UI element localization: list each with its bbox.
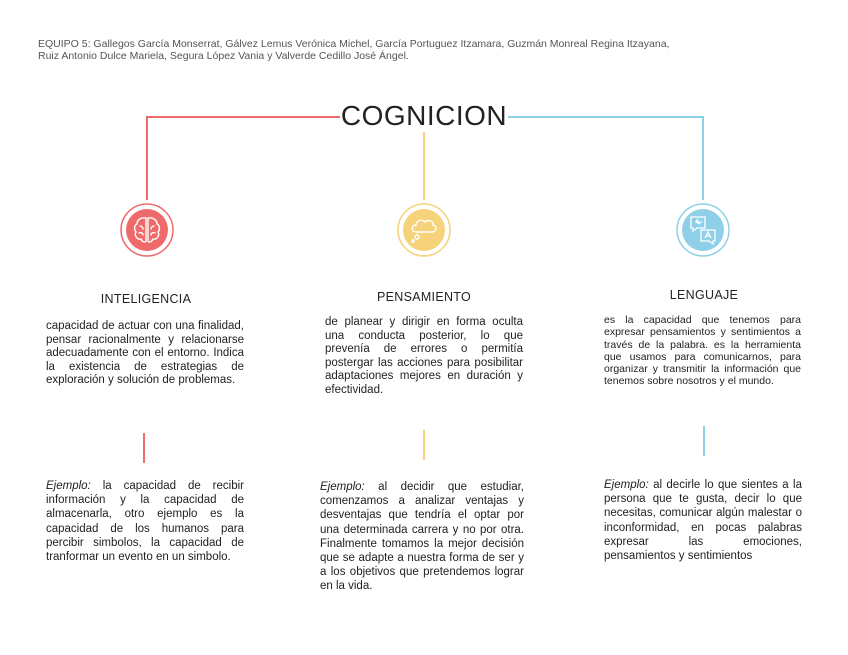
thought-bubble-icon bbox=[396, 202, 452, 258]
description-inteligencia: capacidad de actuar con una finalidad, pensar racionalmente y relacionarse adecuadamente con el entorno. Indica la existencia de estrategias de exploración y solución de problemas. bbox=[46, 320, 244, 386]
example-label: Ejemplo: bbox=[320, 481, 365, 493]
heading-lenguaje: LENGUAJE bbox=[669, 288, 739, 302]
brain-icon bbox=[119, 202, 175, 258]
example-text: al decirle lo que sientes a la persona que te gusta, decir lo que necesitas, comunicar algún malestar o inconformidad, en pocas palabras expresar las emociones, pensamientos y sentimientos bbox=[604, 479, 802, 563]
language-chat-icon bbox=[675, 202, 731, 258]
example-text: al decidir que estudiar, comenzamos a analizar ventajas y desventajas que tendría el optar por una determinada carrera y no por otra. Finalmente tomamos la mejor decisión que se adapte a nuestra forma de ser y a los objetivos que pretendemos lograr en la vida. bbox=[320, 481, 524, 593]
team-line-1: EQUIPO 5: Gallegos García Monserrat, Gálvez Lemus Verónica Michel, García Portuguez Itzamara, Guzmán Monreal Regina Itzayana, bbox=[38, 38, 670, 50]
divider-inteligencia bbox=[143, 433, 145, 463]
description-pensamiento: de planear y dirigir en forma oculta una conducta posterior, lo que prevenía de errores o permitía postergar las acciones para posibilitar adaptaciones mejores en duración y efectividad. bbox=[325, 316, 523, 396]
connector-inteligencia bbox=[147, 117, 340, 200]
connector-lenguaje bbox=[508, 117, 703, 200]
team-line-2: Ruiz Antonio Dulce Mariela, Segura López Vania y Valverde Cedillo José Ángel. bbox=[38, 50, 409, 62]
example-label: Ejemplo: bbox=[46, 480, 91, 492]
example-text: la capacidad de recibir información y la capacidad de almacenarla, otro ejemplo es la capacidad de los humanos para percibir simbolos, la capacidad de tranformar un evento en un simbolo. bbox=[46, 480, 244, 564]
divider-lenguaje bbox=[703, 426, 705, 456]
description-lenguaje: es la capacidad que tenemos para expresar pensamientos y sentimientos a través de la palabra. es la herramienta que usamos para comunicarnos, para organizar y transmitir la información que tenemos sobre nosotros y el mundo. bbox=[604, 314, 801, 388]
diagram-title: COGNICION bbox=[340, 100, 508, 131]
heading-inteligencia: INTELIGENCIA bbox=[100, 292, 192, 306]
divider-pensamiento bbox=[423, 430, 425, 460]
example-pensamiento bbox=[320, 480, 524, 594]
example-label: Ejemplo: bbox=[604, 479, 649, 491]
example-lenguaje bbox=[604, 478, 802, 563]
example-inteligencia bbox=[46, 479, 244, 564]
heading-pensamiento: PENSAMIENTO bbox=[376, 290, 472, 304]
